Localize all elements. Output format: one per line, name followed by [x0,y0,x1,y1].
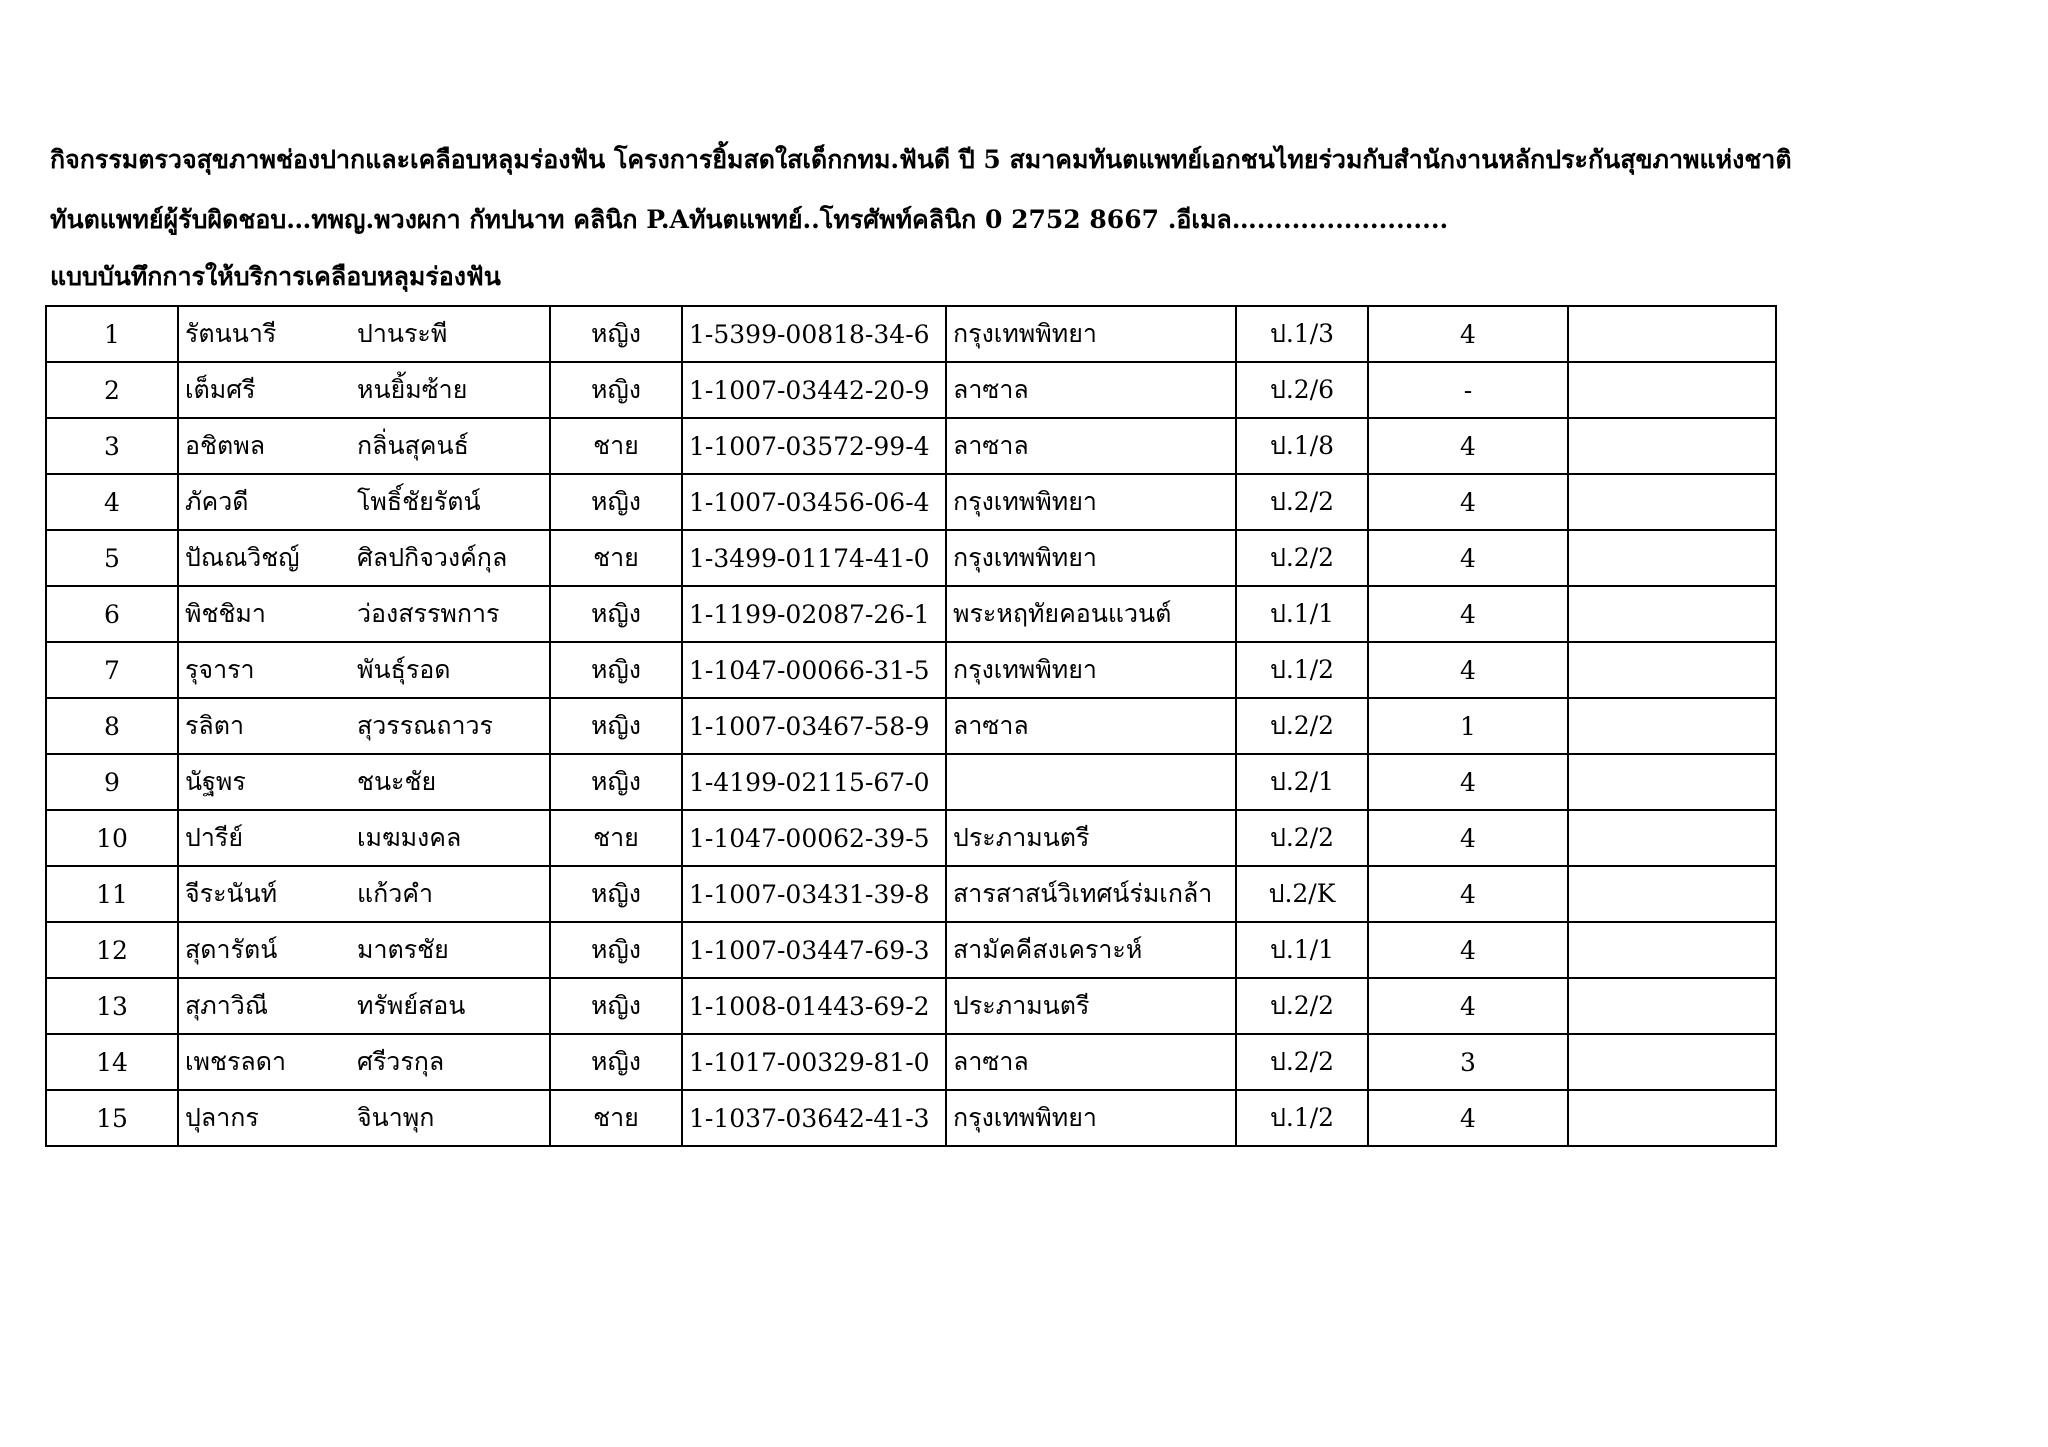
gender-cell: หญิง [550,474,682,530]
last-name: ปานระพี [357,319,448,348]
sealant-count-cell: 1 [1368,698,1568,754]
class-cell: ป.1/2 [1236,1090,1368,1146]
class-cell: ป.2/2 [1236,978,1368,1034]
row-number-cell: 5 [46,530,178,586]
school-cell: ลาซาล [946,698,1236,754]
table-row [46,418,1776,474]
table-row [46,754,1776,810]
row-number-cell: 14 [46,1034,178,1090]
school-cell: สารสาสน์วิเทศน์ร่มเกล้า [946,866,1236,922]
class-cell: ป.2/2 [1236,810,1368,866]
class-cell: ป.2/2 [1236,698,1368,754]
class-cell: ป.1/1 [1236,586,1368,642]
sealant-count-cell: 4 [1368,754,1568,810]
national-id-cell: 1-1047-00062-39-5 [682,810,946,866]
gender-cell: ชาย [550,810,682,866]
table-row [46,698,1776,754]
last-name: จินาพุก [357,1103,435,1132]
row-number-cell: 2 [46,362,178,418]
last-name: ชนะชัย [357,767,437,796]
note-cell [1568,866,1776,922]
student-name-cell [178,362,550,418]
first-name: รลิตา [185,711,245,740]
page-title: กิจกรรมตรวจสุขภาพช่องปากและเคลือบหลุมร่องฟัน โครงการยิ้มสดใสเด็กกทม.ฟันดี ปี 5 สมาคมทันตแพทย์เอกชนไทยร่วมกับสำนักงานหลักประกันสุขภาพแห่งชาติ [50,145,1792,174]
first-name: เพชรลดา [185,1047,287,1076]
note-cell [1568,922,1776,978]
class-cell: ป.2/1 [1236,754,1368,810]
first-name: สุดารัตน์ [185,935,278,964]
note-cell [1568,1090,1776,1146]
sealant-count-cell: 4 [1368,530,1568,586]
note-cell [1568,306,1776,362]
table-row [46,530,1776,586]
sealant-count-cell: 4 [1368,306,1568,362]
note-cell [1568,754,1776,810]
school-cell: กรุงเทพพิทยา [946,642,1236,698]
school-cell [946,754,1236,810]
national-id-cell: 1-1008-01443-69-2 [682,978,946,1034]
student-name-cell [178,978,550,1034]
row-number-cell: 10 [46,810,178,866]
table-row [46,642,1776,698]
row-number-cell: 9 [46,754,178,810]
first-name: สุภาวิณี [185,991,269,1020]
form-title: แบบบันทึกการให้บริการเคลือบหลุมร่องฟัน [50,262,501,291]
note-cell [1568,474,1776,530]
student-name-cell [178,530,550,586]
first-name: เต็มศรี [185,375,256,404]
gender-cell: หญิง [550,1034,682,1090]
gender-cell: หญิง [550,754,682,810]
school-cell: ประภามนตรี [946,978,1236,1034]
row-number-cell: 12 [46,922,178,978]
school-cell: ลาซาล [946,362,1236,418]
gender-cell: ชาย [550,530,682,586]
student-name-cell [178,810,550,866]
student-name-cell [178,418,550,474]
national-id-cell: 1-1007-03467-58-9 [682,698,946,754]
table-row [46,586,1776,642]
class-cell: ป.2/K [1236,866,1368,922]
national-id-cell: 1-1007-03572-99-4 [682,418,946,474]
last-name: สุวรรณถาวร [357,711,493,740]
last-name: แก้วคำ [357,879,434,908]
school-cell: กรุงเทพพิทยา [946,530,1236,586]
note-cell [1568,418,1776,474]
table-row [46,362,1776,418]
national-id-cell: 1-1007-03431-39-8 [682,866,946,922]
gender-cell: หญิง [550,698,682,754]
last-name: หนยิ้มซ้าย [357,375,468,404]
national-id-cell: 1-1007-03456-06-4 [682,474,946,530]
sealant-count-cell: 4 [1368,474,1568,530]
table-row [46,866,1776,922]
sealant-count-cell: - [1368,362,1568,418]
gender-cell: หญิง [550,586,682,642]
student-name-cell [178,642,550,698]
first-name: ปุลากร [185,1103,259,1132]
class-cell: ป.1/2 [1236,642,1368,698]
school-cell: ลาซาล [946,1034,1236,1090]
first-name: นัฐพร [185,767,246,796]
sealant-count-cell: 4 [1368,418,1568,474]
first-name: ปัณณวิชญ์ [185,543,300,572]
sealant-count-cell: 4 [1368,642,1568,698]
first-name: พิชชิมา [185,599,266,628]
row-number-cell: 3 [46,418,178,474]
row-number-cell: 15 [46,1090,178,1146]
note-cell [1568,1034,1776,1090]
national-id-cell: 1-4199-02115-67-0 [682,754,946,810]
first-name: ภัควดี [185,487,249,516]
student-name-cell [178,754,550,810]
gender-cell: หญิง [550,866,682,922]
last-name: ศรีวรกุล [357,1047,445,1076]
table-row [46,978,1776,1034]
table-row [46,922,1776,978]
table-row [46,474,1776,530]
school-cell: ประภามนตรี [946,810,1236,866]
gender-cell: หญิง [550,362,682,418]
gender-cell: หญิง [550,306,682,362]
student-name-cell [178,586,550,642]
national-id-cell: 1-1047-00066-31-5 [682,642,946,698]
national-id-cell: 1-5399-00818-34-6 [682,306,946,362]
last-name: ทรัพย์สอน [357,991,466,1020]
school-cell: กรุงเทพพิทยา [946,474,1236,530]
student-name-cell [178,306,550,362]
last-name: กลิ่นสุคนธ์ [357,431,469,460]
class-cell: ป.1/8 [1236,418,1368,474]
class-cell: ป.1/1 [1236,922,1368,978]
class-cell: ป.2/6 [1236,362,1368,418]
row-number-cell: 11 [46,866,178,922]
sealant-count-cell: 4 [1368,922,1568,978]
student-name-cell [178,1034,550,1090]
student-name-cell [178,1090,550,1146]
table-row [46,1034,1776,1090]
national-id-cell: 1-1199-02087-26-1 [682,586,946,642]
sealant-count-cell: 3 [1368,1034,1568,1090]
national-id-cell: 1-1037-03642-41-3 [682,1090,946,1146]
sealant-count-cell: 4 [1368,866,1568,922]
class-cell: ป.2/2 [1236,474,1368,530]
last-name: ศิลปกิจวงค์กุล [357,543,508,572]
student-name-cell [178,866,550,922]
note-cell [1568,978,1776,1034]
note-cell [1568,810,1776,866]
school-cell: พระหฤทัยคอนแวนต์ [946,586,1236,642]
first-name: จีระนันท์ [185,879,278,908]
note-cell [1568,642,1776,698]
dentist-info: ทันตแพทย์ผู้รับผิดชอบ…ทพญ.พวงผกา กัทปนาท คลินิก P.Aทันตแพทย์..โทรศัพท์คลินิก 0 2752 8667 .อีเมล…...................... [50,205,1449,234]
last-name: โพธิ์ชัยรัตน์ [357,487,481,516]
first-name: รุจารา [185,655,255,684]
student-name-cell [178,698,550,754]
row-number-cell: 8 [46,698,178,754]
row-number-cell: 1 [46,306,178,362]
class-cell: ป.1/3 [1236,306,1368,362]
row-number-cell: 7 [46,642,178,698]
school-cell: สามัคคีสงเคราะห์ [946,922,1236,978]
gender-cell: หญิง [550,642,682,698]
row-number-cell: 6 [46,586,178,642]
sealant-count-cell: 4 [1368,978,1568,1034]
first-name: ปารีย์ [185,823,243,852]
row-number-cell: 13 [46,978,178,1034]
table-row [46,306,1776,362]
class-cell: ป.2/2 [1236,1034,1368,1090]
note-cell [1568,586,1776,642]
national-id-cell: 1-1007-03447-69-3 [682,922,946,978]
gender-cell: หญิง [550,978,682,1034]
sealant-count-cell: 4 [1368,810,1568,866]
school-cell: กรุงเทพพิทยา [946,1090,1236,1146]
note-cell [1568,530,1776,586]
national-id-cell: 1-3499-01174-41-0 [682,530,946,586]
school-cell: กรุงเทพพิทยา [946,306,1236,362]
student-name-cell [178,922,550,978]
last-name: ว่องสรรพการ [357,599,500,628]
table-row [46,810,1776,866]
national-id-cell: 1-1007-03442-20-9 [682,362,946,418]
gender-cell: ชาย [550,418,682,474]
row-number-cell: 4 [46,474,178,530]
sealant-record-table [45,305,1777,1147]
last-name: มาตรชัย [357,935,449,964]
sealant-count-cell: 4 [1368,586,1568,642]
class-cell: ป.2/2 [1236,530,1368,586]
gender-cell: หญิง [550,922,682,978]
national-id-cell: 1-1017-00329-81-0 [682,1034,946,1090]
last-name: เมฆมงคล [357,823,462,852]
gender-cell: ชาย [550,1090,682,1146]
note-cell [1568,698,1776,754]
first-name: อชิตพล [185,431,266,460]
note-cell [1568,362,1776,418]
table-body [46,306,1776,1146]
last-name: พันธุ์รอด [357,655,451,684]
school-cell: ลาซาล [946,418,1236,474]
table-row [46,1090,1776,1146]
sealant-count-cell: 4 [1368,1090,1568,1146]
first-name: รัตนนารี [185,319,277,348]
student-name-cell [178,474,550,530]
